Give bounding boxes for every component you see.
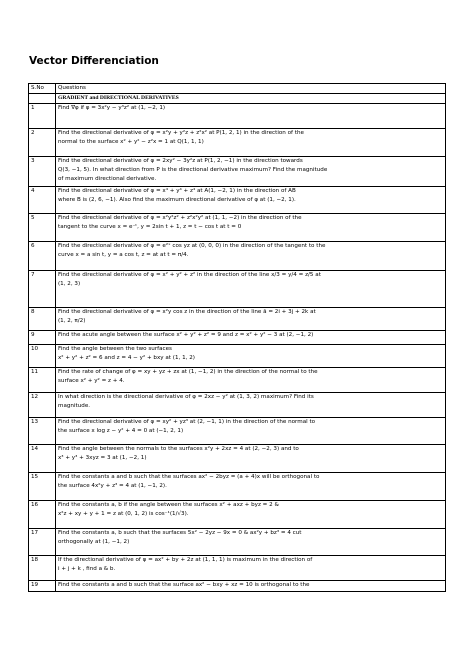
- question-line: Find the directional derivative of φ = x²y cos z in the direction of the line ā = 2i + 3j + 2k at: [58, 309, 316, 315]
- question-line: Find ∇φ if φ = 3x²y − y³z² at (1, −2, 1): [58, 105, 166, 111]
- question-text: [56, 331, 446, 345]
- question-number: 3: [29, 157, 56, 187]
- table-row: [29, 129, 446, 157]
- section-sno-empty: [29, 94, 56, 104]
- question-line: i + j + k , find a & b.: [58, 566, 116, 572]
- question-line: Find the directional derivative of φ = xy² + yz³ at (2, −1, 1) in the direction of the normal to: [58, 419, 316, 425]
- table-row: [29, 104, 446, 129]
- table-row: [29, 271, 446, 308]
- question-line: tangent to the curve x = e⁻ᵗ, y = 2sin t + 1, z = t − cos t at t = 0: [58, 224, 242, 230]
- question-number: 10: [29, 345, 56, 368]
- question-line: of maximum directional derivative.: [58, 176, 157, 182]
- column-header-sno: S.No: [29, 84, 56, 94]
- table-row: [29, 581, 446, 592]
- question-text: [56, 501, 446, 529]
- question-text: [56, 445, 446, 473]
- question-line: orthogonally at (1, −1, 2): [58, 539, 130, 545]
- question-text: [56, 345, 446, 368]
- question-line: where B is (2, 6, −1). Also find the maximum directional derivative of φ at (1, −2, 1).: [58, 197, 296, 203]
- table-row: [29, 556, 446, 581]
- question-number: 15: [29, 473, 56, 501]
- question-line: Find the constants a, b if the angle between the surfaces x² + axz + byz = 2 &: [58, 502, 279, 508]
- question-line: (1, 2, π/2): [58, 318, 86, 324]
- question-text: [56, 556, 446, 581]
- question-line: (1, 2, 3): [58, 281, 81, 287]
- question-number: 14: [29, 445, 56, 473]
- question-line: surface x² + y² = z + 4.: [58, 378, 125, 384]
- question-line: Find the directional derivative of φ = e²ˣ cos yz at (0, 0, 0) in the direction of the tangent to the: [58, 243, 326, 249]
- question-line: Q(3, −1, 5). In what direction from P is the directional derivative maximum? Find the magnitude: [58, 167, 328, 173]
- question-line: x³ + y³ + 3xyz = 3 at (1, −2, 1): [58, 455, 147, 461]
- question-number: 18: [29, 556, 56, 581]
- table-row: [29, 418, 446, 445]
- question-line: Find the constants a and b such that the surface ax² − bxy + xz = 10 is orthogonal to the: [58, 582, 310, 588]
- question-line: Find the rate of change of φ = xy + yz + zx at (1, −1, 2) in the direction of the normal to the: [58, 369, 318, 375]
- table-row: [29, 529, 446, 556]
- page-title: Vector Differenciation: [29, 55, 159, 67]
- question-number: 5: [29, 214, 56, 242]
- question-text: [56, 308, 446, 331]
- question-line: Find the directional derivative of φ = x²y²z² + z²x²y² at (1, 1, −2) in the direction of the: [58, 215, 302, 221]
- question-line: magnitude.: [58, 403, 91, 409]
- question-text: [56, 214, 446, 242]
- question-number: 2: [29, 129, 56, 157]
- question-line: Find the directional derivative of φ = 2xy² − 3y²z at P(1, 2, −1) in the direction towards: [58, 158, 303, 164]
- question-number: 19: [29, 581, 56, 592]
- table-row: [29, 445, 446, 473]
- table-row: [29, 308, 446, 331]
- table-row: [29, 368, 446, 393]
- question-line: In what direction is the directional derivative of φ = 2xz − y² at (1, 3, 2) maximum? Find its: [58, 394, 314, 400]
- table-row: [29, 345, 446, 368]
- question-line: Find the directional derivative of φ = x²y + y²z + z²x² at P(1, 2, 1) in the direction of the: [58, 130, 304, 136]
- question-number: 13: [29, 418, 56, 445]
- question-number: 12: [29, 393, 56, 418]
- column-header-questions: Questions: [56, 84, 446, 94]
- question-line: Find the directional derivative of φ = x² + y² + z² in the direction of the line x/3 = y/4 = z/5 at: [58, 272, 321, 278]
- question-rows: [29, 104, 446, 592]
- table-row: [29, 473, 446, 501]
- question-text: [56, 418, 446, 445]
- table-row: [29, 331, 446, 345]
- table-row: [29, 187, 446, 214]
- question-number: 17: [29, 529, 56, 556]
- question-text: [56, 187, 446, 214]
- table-row: [29, 157, 446, 187]
- question-text: [56, 242, 446, 271]
- question-number: 4: [29, 187, 56, 214]
- question-text: [56, 157, 446, 187]
- question-number: 1: [29, 104, 56, 129]
- question-line: Find the directional derivative of φ = x⁴ + y⁴ + z⁴ at A(1, −2, 1) in the direction of AB: [58, 188, 296, 194]
- question-text: [56, 271, 446, 308]
- question-line: Find the acute angle between the surface x² + y² + z² = 9 and z = x² + y² − 3 at (2, −1, 2): [58, 332, 314, 338]
- question-text: [56, 529, 446, 556]
- table-header-row: [29, 84, 446, 94]
- question-number: 7: [29, 271, 56, 308]
- table-row: [29, 501, 446, 529]
- question-line: Find the constants a and b such that the surfaces ax² − 2byz = (a + 4)x will be orthogonal to: [58, 474, 320, 480]
- question-text: [56, 129, 446, 157]
- question-line: x² + y² + z² = 6 and z = 4 − y² + bxy at (1, 1, 2): [58, 355, 195, 361]
- question-line: Find the constants a, b such that the surfaces 5x² − 2yz − 9x = 0 & ax²y + bz³ = 4 cut: [58, 530, 302, 536]
- question-line: curve x = a sin t, y = a cos t, z = at at t = π/4.: [58, 252, 189, 258]
- question-line: x²z + xy + y + 1 = z at (0, 1, 2) is cos⁻¹(1/√3).: [58, 511, 189, 517]
- question-line: the surface 4x²y + z³ = 4 at (1, −1, 2).: [58, 483, 167, 489]
- question-text: [56, 581, 446, 592]
- question-number: 16: [29, 501, 56, 529]
- question-line: If the directional derivative of φ = ax² + by + 2z at (1, 1, 1) is maximum in the direction of: [58, 557, 313, 563]
- question-line: Find the angle between the two surfaces: [58, 346, 172, 352]
- question-text: [56, 104, 446, 129]
- question-text: [56, 368, 446, 393]
- question-text: [56, 393, 446, 418]
- section-row: [29, 94, 446, 104]
- table-row: [29, 393, 446, 418]
- table-row: [29, 214, 446, 242]
- question-number: 8: [29, 308, 56, 331]
- section-heading: GRADIENT and DIRECTIONAL DERIVATIVES: [56, 94, 446, 104]
- question-number: 6: [29, 242, 56, 271]
- question-number: 11: [29, 368, 56, 393]
- table-row: [29, 242, 446, 271]
- question-line: Find the angle between the normals to the surfaces x²y + 2xz = 4 at (2, −2, 3) and to: [58, 446, 299, 452]
- question-number: 9: [29, 331, 56, 345]
- question-line: normal to the surface x² + y² − z²x = 1 at Q(1, 1, 1): [58, 139, 204, 145]
- question-line: the surface x log z − y² + 4 = 0 at (−1, 2, 1): [58, 428, 184, 434]
- questions-table: [28, 83, 446, 592]
- question-text: [56, 473, 446, 501]
